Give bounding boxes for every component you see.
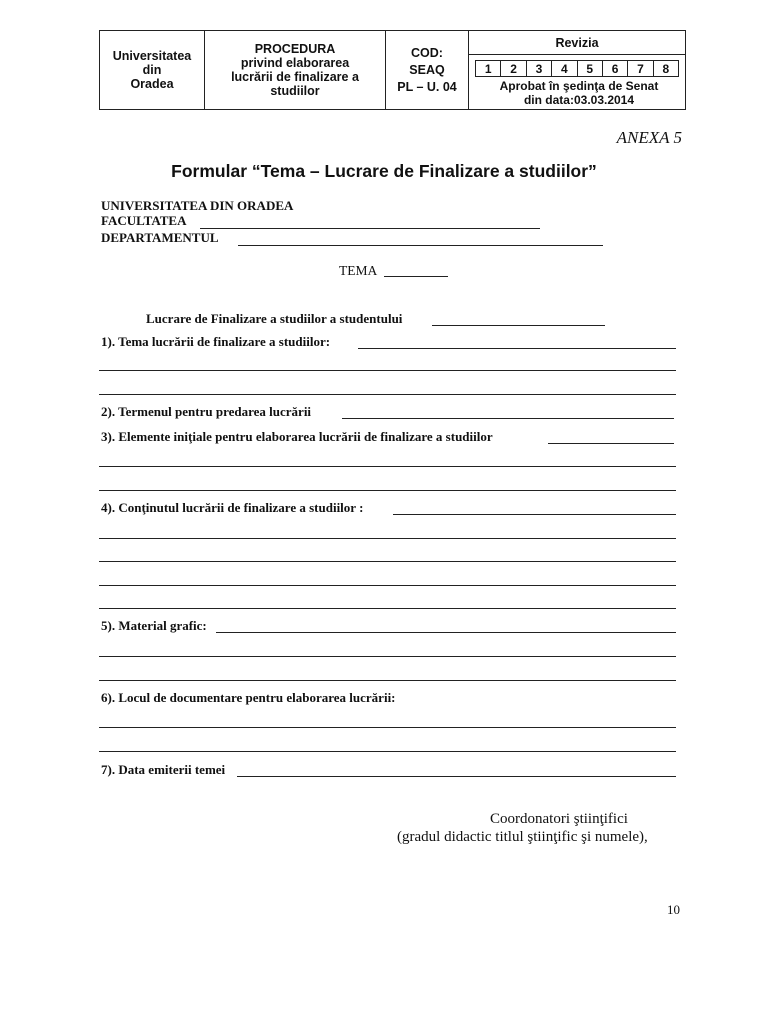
item5-field[interactable] — [216, 632, 676, 633]
item4-label: 4). Conţinutul lucrării de finalizare a studiilor : — [101, 500, 364, 515]
page-number: 10 — [667, 902, 680, 917]
header-code-line: PL – U. 04 — [397, 79, 457, 94]
revision-approved — [475, 79, 683, 107]
header-university-line: din — [142, 63, 162, 77]
department-label: DEPARTAMENTUL — [101, 230, 219, 245]
item4-field[interactable] — [393, 514, 676, 515]
header-procedure-line: studiilor — [270, 84, 320, 98]
revision-title: Revizia — [469, 31, 685, 55]
item6-label: 6). Locul de documentare pentru elaborarea lucrării: — [101, 690, 396, 705]
header-revision-cell — [469, 31, 685, 109]
item2-label: 2). Termenul pentru predarea lucrării — [101, 404, 312, 419]
revision-number: 6 — [603, 61, 628, 76]
header-code-line: COD: — [411, 45, 443, 60]
revision-number: 2 — [501, 61, 526, 76]
item4-field-line[interactable] — [99, 538, 676, 539]
item3-field-line[interactable] — [99, 490, 676, 491]
header-procedure-line: privind elaborarea — [240, 56, 350, 70]
item6-field-line[interactable] — [99, 727, 676, 728]
item6-field-line[interactable] — [99, 751, 676, 752]
item7-label: 7). Data emiterii temei — [101, 762, 226, 777]
revision-number: 5 — [578, 61, 603, 76]
revision-numbers — [475, 60, 679, 77]
annex-label: ANEXA 5 — [616, 128, 682, 147]
header-code-cell — [386, 31, 469, 109]
item3-label: 3). Elemente iniţiale pentru elaborarea lucrării de finalizare a studiilor — [101, 429, 493, 444]
faculty-label: FACULTATEA — [101, 213, 187, 228]
student-name-field[interactable] — [432, 325, 605, 326]
item1-field-line[interactable] — [99, 370, 676, 371]
department-field[interactable] — [238, 245, 603, 246]
item5-field-line[interactable] — [99, 656, 676, 657]
item2-field[interactable] — [342, 418, 674, 419]
topic-label: TEMA — [339, 263, 378, 278]
header-procedure-line: lucrării de finalizare a — [231, 70, 359, 84]
revision-number: 7 — [628, 61, 653, 76]
item4-field-line[interactable] — [99, 585, 676, 586]
header-procedure-cell — [205, 31, 386, 109]
coordinators-note: (gradul didactic titlul ştiinţific şi numele), — [397, 829, 648, 845]
item1-field-line[interactable] — [99, 394, 676, 395]
header-university-line: Universitatea — [112, 49, 192, 63]
item4-field-line[interactable] — [99, 608, 676, 609]
revision-number: 3 — [527, 61, 552, 76]
revision-number: 1 — [476, 61, 501, 76]
faculty-field[interactable] — [200, 228, 540, 229]
item4-field-line[interactable] — [99, 561, 676, 562]
coordinators-title: Coordonatori ştiinţifici — [490, 811, 628, 827]
header-code-line: SEAQ — [409, 62, 445, 77]
item1-field[interactable] — [358, 348, 676, 349]
topic-field[interactable] — [384, 276, 448, 277]
item3-field[interactable] — [548, 443, 674, 444]
header-table — [99, 30, 686, 110]
header-procedure-line: PROCEDURA — [254, 42, 336, 56]
approved-line: din data:03.03.2014 — [523, 93, 635, 107]
header-university-line: Oradea — [130, 77, 174, 91]
revision-number: 4 — [552, 61, 577, 76]
item7-field[interactable] — [237, 776, 676, 777]
revision-number: 8 — [662, 61, 670, 76]
item5-label: 5). Material grafic: — [101, 618, 207, 633]
item3-field-line[interactable] — [99, 466, 676, 467]
student-line-label: Lucrare de Finalizare a studiilor a studentului — [146, 311, 403, 326]
university-name: UNIVERSITATEA DIN ORADEA — [101, 198, 294, 213]
approved-line: Aprobat în şedinţa de Senat — [499, 79, 659, 93]
header-university-cell — [100, 31, 205, 109]
item1-label: 1). Tema lucrării de finalizare a studiilor: — [101, 334, 331, 349]
form-title: Formular “Tema – Lucrare de Finalizare a studiilor” — [171, 161, 597, 181]
item5-field-line[interactable] — [99, 680, 676, 681]
